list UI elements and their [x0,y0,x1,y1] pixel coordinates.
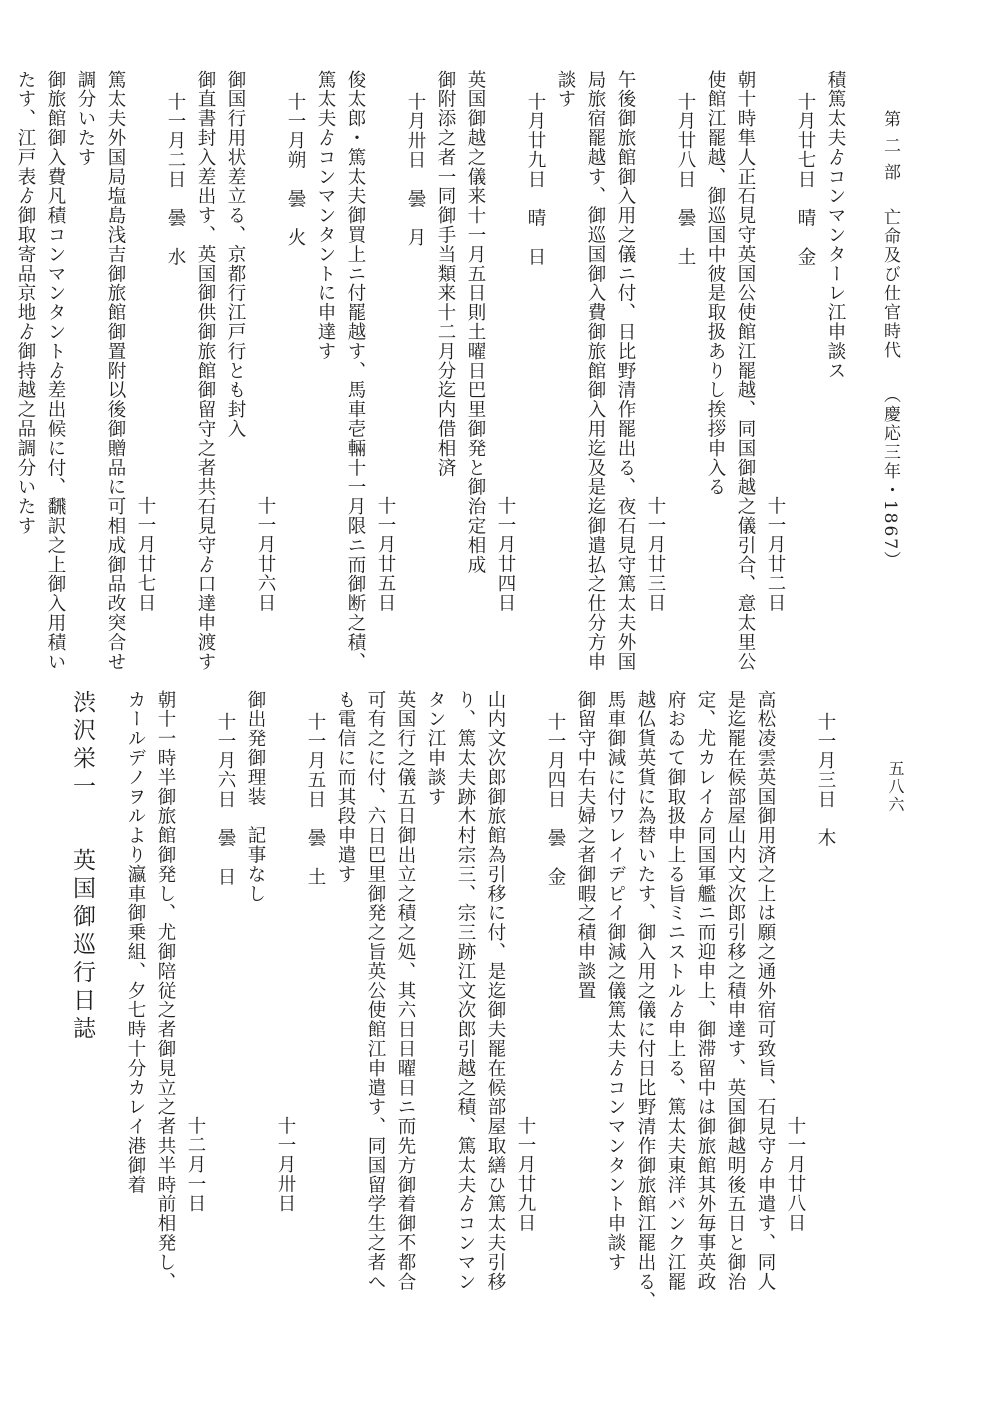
header-era: （慶応三年・1867） [880,385,900,571]
diary-line: 御留守中右夫婦之者御暇之積申談置 [575,690,596,1001]
diary-date: 十一月廿四日 [495,495,516,612]
diary-line: 朝十時隼人正石見守英国公使館江罷越、同国御越之儀引合、意太里公 [735,70,756,672]
diary-line: 御出発御理装 記事なし [245,690,266,904]
diary-line: 午後御旅館御入用之儀ニ付、日比野清作罷出る、夜石見守篤太夫外国 [615,70,636,672]
diary-line: も電信に而其段申遣す [335,690,356,884]
diary-line: 御附添之者一同御手当類来十二月分迄内借相済 [435,70,456,478]
diary-upper-block [15,70,850,672]
diary-line: 可有之に付、六日巴里御発之旨英公使館江申遣す、同国留学生之者へ [365,690,386,1292]
diary-line: 英国行之儀五日御出立之積之処、其六日日曜日ニ而先方御着御不都合 [395,690,416,1292]
diary-line: 篤太夫外国局塩島浅吉御旅館御置附以後御贈品に可相成御品改突合せ [105,70,126,672]
diary-line: 高松凌雲英国御用済之上は願之通外宿可致旨、石見守ゟ申遣す、同人 [755,690,776,1292]
diary-line: 御国行用状差立る、京都行江戸行とも封入 [225,70,246,439]
diary-date: 十一月廿二日 [765,495,786,612]
byline [62,690,102,1230]
diary-date: 十一月卅日 [275,1115,296,1213]
diary-line: 積篤太夫ゟコンマンターレ江申談ス [825,70,846,381]
byline-author: 渋沢栄一 [69,690,95,802]
diary-line: 馬車御減に付ワレイデピイ御減之儀篤太夫ゟコンマンタント申談す [605,690,626,1272]
diary-line: 定、尤カレイゟ同国軍艦ニ而迎申上、御滞留中は御旅館其外毎事英政 [695,690,716,1292]
diary-date: 十一月六日 曇 日 [215,712,236,887]
diary-line: 俊太郎・篤太夫御買上ニ付罷越す、馬車壱輛十一月限ニ而御断之積、 [345,70,366,672]
header-part: 第 二 部 [880,110,900,182]
byline-title: 英国御巡行日誌 [69,848,95,1044]
diary-line: 局旅宿罷越す、御巡国御入費御旅館御入用迄及是迄御遣払之仕分方申 [585,70,606,672]
diary-line: 談す [555,70,576,109]
diary-date: 十一月朔 曇 火 [285,92,306,248]
diary-line: タン江申談す [425,690,446,807]
diary-date: 十一月廿八日 [785,1115,806,1232]
diary-line: 御旅館御入費凡積コンマンタントゟ差出候に付、飜訳之上御入用積い [45,70,66,672]
header-chapter: 亡命及び仕官時代 [880,207,900,360]
diary-date: 十二月一日 [185,1115,206,1213]
diary-date: 十月廿九日 晴 日 [525,92,546,267]
diary-line: 府おゐて御取扱申上る旨ミニストルゟ申上る、篤太夫東洋バンク江罷 [665,690,686,1292]
diary-date: 十一月廿七日 [135,495,156,612]
diary-lower-block [40,690,840,1311]
page-number: 五八六 [886,760,905,814]
diary-line: たす、江戸表ゟ御取寄品京地ゟ御持越之品調分いたす [15,70,36,536]
diary-line: 山内文次郎御旅館為引移に付、是迄御夫罷在候部屋取繕ひ篤太夫引移 [485,690,506,1292]
diary-date: 十一月廿五日 [375,495,396,612]
diary-line: り、篤太夫跡木村宗三、宗三跡江文次郎引越之積、篤太夫ゟコンマン [455,690,476,1292]
diary-date: 十月卅日 曇 月 [405,92,426,248]
diary-line: カールデノヲルより瀛車御乗組、夕七時十分カレイ港御着 [125,690,146,1195]
diary-date: 十月廿八日 曇 土 [675,92,696,267]
diary-date: 十一月廿九日 [515,1115,536,1232]
diary-line: 越仏貨英貨に為替いたす、御入用之儀に付日比野清作御旅館江罷出る、 [635,690,656,1311]
diary-line: 朝十一時半御旅館御発し、尤御陪従之者御見立之者共半時前相発し、 [155,690,176,1292]
diary-date: 十一月廿三日 [645,495,666,612]
diary-line: 英国御越之儀来十一月五日則土曜日巴里御発と御治定相成 [465,70,486,575]
diary-line: 使館江罷越、御巡国中彼是取扱ありし挨拶申入る [705,70,726,497]
diary-date: 十一月二日 曇 水 [165,92,186,267]
diary-date: 十一月三日 木 [815,712,836,848]
diary-date: 十一月廿六日 [255,495,276,612]
diary-line: 調分いたす [75,70,96,167]
running-header [872,110,908,670]
diary-line: 御直書封入差出す、英国御供御旅館御留守之者共石見守ゟ口達申渡す [195,70,216,672]
diary-date: 十一月四日 曇 金 [545,712,566,887]
diary-date: 十月廿七日 晴 金 [795,92,816,267]
diary-date: 十一月五日 曇 土 [305,712,326,887]
diary-line: 篤太夫ゟコンマンタントに申達す [315,70,336,361]
diary-line: 是迄罷在候部屋山内文次郎引移之積申達す、英国御越明後五日と御治 [725,690,746,1292]
